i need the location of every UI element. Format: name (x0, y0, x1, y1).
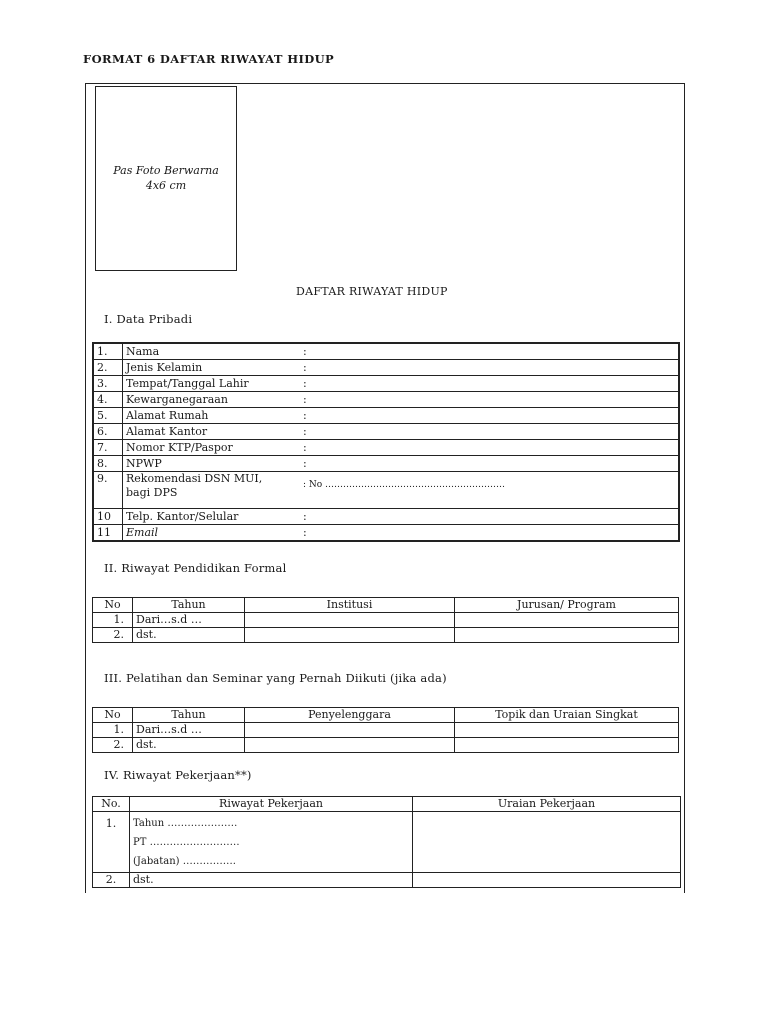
table-row (93, 472, 679, 509)
cell-jurusan[interactable] (455, 628, 679, 643)
table-row (93, 360, 679, 376)
table-row (93, 723, 679, 738)
field-value-nomor-ktp[interactable]: : (301, 440, 679, 456)
field-value-rekomendasi[interactable]: : No …………………………………………………… (301, 472, 679, 509)
table-header-row (93, 708, 679, 723)
row-number: 3. (93, 376, 123, 392)
riwayat-jabatan-line: (Jabatan) ……………. (133, 856, 236, 867)
row-number: 8. (93, 456, 123, 472)
column-header-tahun: Tahun (133, 708, 245, 723)
table-row (93, 812, 681, 873)
cell-riwayat-pekerjaan[interactable]: dst. (130, 873, 413, 888)
field-value-nama[interactable]: : (301, 343, 679, 360)
row-number: 4. (93, 392, 123, 408)
table-row (93, 440, 679, 456)
field-label-telp: Telp. Kantor/Selular (123, 509, 302, 525)
table-row (93, 738, 679, 753)
table-row (93, 424, 679, 440)
education-table (92, 597, 679, 643)
personal-data-table (92, 342, 680, 542)
field-value-alamat-rumah[interactable]: : (301, 408, 679, 424)
row-number: 1. (93, 343, 123, 360)
table-row (93, 509, 679, 525)
field-label-tempat-tanggal-lahir: Tempat/Tanggal Lahir (123, 376, 302, 392)
field-label-alamat-kantor: Alamat Kantor (123, 424, 302, 440)
training-table (92, 707, 679, 753)
cell-tahun[interactable]: Dari…s.d … (133, 723, 245, 738)
field-value-email[interactable]: : (303, 526, 307, 539)
row-number: 2. (93, 873, 130, 888)
field-label-npwp: NPWP (123, 456, 302, 472)
section-employment-title: IV. Riwayat Pekerjaan**) (104, 768, 252, 782)
table-row (93, 343, 679, 360)
row-number: 11 (93, 525, 123, 542)
row-number: 1. (93, 613, 133, 628)
row-number: 1. (93, 723, 133, 738)
cell-jurusan[interactable] (455, 613, 679, 628)
row-number: 9. (93, 472, 123, 509)
photo-caption-line2: 4x6 cm (145, 179, 187, 192)
table-header-row (93, 797, 681, 812)
photo-placeholder (95, 86, 237, 271)
cell-uraian-pekerjaan[interactable] (413, 873, 681, 888)
field-label-rekomendasi-line2: bagi DPS (126, 486, 178, 499)
section-training-title: III. Pelatihan dan Seminar yang Pernah Diikuti (jika ada) (104, 671, 447, 685)
riwayat-pt-line: PT ……………………… (133, 837, 240, 848)
column-header-topik: Topik dan Uraian Singkat (455, 708, 679, 723)
cell-tahun[interactable]: Dari…s.d … (133, 613, 245, 628)
column-header-no: No. (93, 797, 130, 812)
table-row (93, 873, 681, 888)
document-title: FORMAT 6 DAFTAR RIWAYAT HIDUP (83, 52, 335, 66)
field-value-kewarganegaraan[interactable]: : (301, 392, 679, 408)
cell-tahun[interactable]: dst. (133, 628, 245, 643)
column-header-institusi: Institusi (245, 598, 455, 613)
photo-caption-line1: Pas Foto Berwarna (113, 164, 219, 177)
cell-riwayat-pekerjaan[interactable] (130, 812, 413, 873)
row-number: 2. (93, 738, 133, 753)
field-label-jenis-kelamin: Jenis Kelamin (123, 360, 302, 376)
field-label-nama: Nama (123, 343, 302, 360)
cell-tahun[interactable]: dst. (133, 738, 245, 753)
table-header-row (93, 598, 679, 613)
table-row (93, 392, 679, 408)
field-label-alamat-rumah: Alamat Rumah (123, 408, 302, 424)
row-number: 2. (93, 628, 133, 643)
field-label-nomor-ktp: Nomor KTP/Paspor (123, 440, 302, 456)
section-personal-title: I. Data Pribadi (104, 312, 193, 326)
field-label-kewarganegaraan: Kewarganegaraan (123, 392, 302, 408)
table-row (93, 613, 679, 628)
table-row (93, 525, 679, 542)
column-header-no: No (93, 708, 133, 723)
field-value-alamat-kantor[interactable]: : (301, 424, 679, 440)
cell-topik[interactable] (455, 723, 679, 738)
table-row (93, 628, 679, 643)
field-value-telp[interactable]: : (301, 509, 679, 525)
column-header-no: No (93, 598, 133, 613)
field-label-rekomendasi (123, 472, 302, 509)
column-header-riwayat: Riwayat Pekerjaan (130, 797, 413, 812)
field-value-npwp[interactable]: : (301, 456, 679, 472)
row-number: 5. (93, 408, 123, 424)
row-number: 2. (93, 360, 123, 376)
row-number: 1. (93, 812, 130, 873)
employment-table (92, 796, 681, 888)
table-row (93, 456, 679, 472)
section-education-title: II. Riwayat Pendidikan Formal (104, 561, 287, 575)
table-row (93, 376, 679, 392)
cell-institusi[interactable] (245, 628, 455, 643)
form-heading: DAFTAR RIWAYAT HIDUP (296, 285, 448, 298)
column-header-jurusan: Jurusan/ Program (455, 598, 679, 613)
column-header-penyelenggara: Penyelenggara (245, 708, 455, 723)
cell-institusi[interactable] (245, 613, 455, 628)
field-label-email: Email (126, 526, 159, 539)
cell-penyelenggara[interactable] (245, 738, 455, 753)
riwayat-tahun-line: Tahun ………………… (133, 818, 238, 829)
cell-penyelenggara[interactable] (245, 723, 455, 738)
row-number: 10 (93, 509, 123, 525)
cell-topik[interactable] (455, 738, 679, 753)
field-label-rekomendasi-line1: Rekomendasi DSN MUI, (126, 472, 263, 485)
row-number: 7. (93, 440, 123, 456)
row-number: 6. (93, 424, 123, 440)
column-header-uraian: Uraian Pekerjaan (413, 797, 681, 812)
column-header-tahun: Tahun (133, 598, 245, 613)
table-row (93, 408, 679, 424)
field-value-jenis-kelamin[interactable]: : (301, 360, 679, 376)
cell-uraian-pekerjaan[interactable] (413, 812, 681, 873)
field-value-tempat-tanggal-lahir[interactable]: : (301, 376, 679, 392)
